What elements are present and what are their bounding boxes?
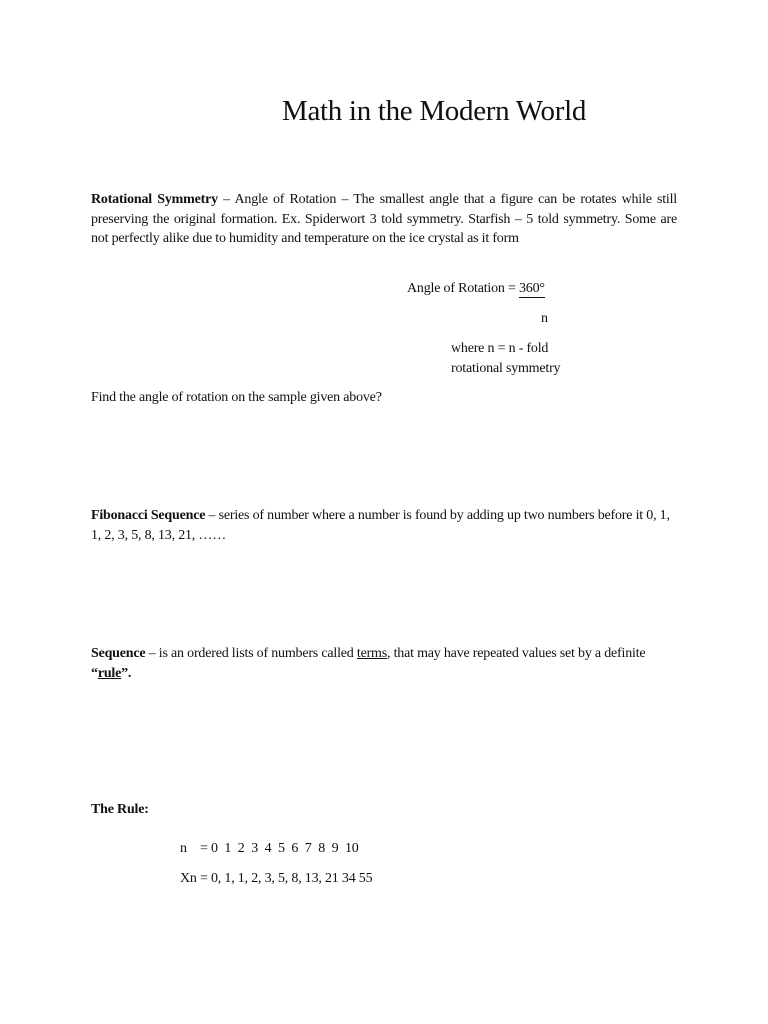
page-title: Math in the Modern World bbox=[281, 95, 587, 127]
n-index-line: n = 0 1 2 3 4 5 6 7 8 9 10 bbox=[180, 841, 359, 856]
the-rule-heading: The Rule: bbox=[91, 802, 149, 817]
formula-denominator: n bbox=[541, 311, 548, 326]
rotational-symmetry-paragraph bbox=[91, 190, 677, 249]
sequence-paragraph bbox=[91, 644, 677, 683]
formula-label: Angle of Rotation = bbox=[407, 281, 519, 296]
rule-word: rule bbox=[97, 665, 122, 681]
rotational-symmetry-term: Rotational Symmetry bbox=[91, 192, 218, 207]
sequence-text-after: , that may have repeated values set by a definite bbox=[386, 646, 646, 661]
xn-values-line: Xn = 0, 1, 1, 2, 3, 5, 8, 13, 21 34 55 bbox=[180, 871, 373, 886]
where-line-1: where n = n - fold bbox=[451, 341, 549, 356]
sequence-term: Sequence bbox=[91, 646, 146, 661]
sequence-text-before: – is an ordered lists of numbers called bbox=[145, 646, 357, 661]
fibonacci-text: – series of number where a number is found by adding up two numbers before it 0, 1, 1, 2, 3, 5, 8, 13, 21, …… bbox=[91, 508, 670, 543]
where-line-2: rotational symmetry bbox=[451, 361, 561, 376]
rotation-question: Find the angle of rotation on the sample given above? bbox=[91, 390, 382, 405]
rule-close-quote: ”. bbox=[121, 665, 132, 681]
fibonacci-paragraph bbox=[91, 506, 677, 545]
rule-open-quote: “ bbox=[91, 665, 98, 681]
terms-word: terms bbox=[356, 646, 387, 661]
rotational-symmetry-text: – Angle of Rotation – The smallest angle that a figure can be rotates while still preserving the original formation. Ex. Spiderwort 3 told symmetry. Starfish – 5 told symmetry. Some are not perfectly alike due to humidity and temperature on the ice crystal as it form bbox=[91, 192, 677, 246]
formula-numerator: 360° bbox=[519, 281, 545, 296]
fibonacci-term: Fibonacci Sequence bbox=[91, 508, 206, 523]
angle-formula bbox=[407, 279, 545, 298]
